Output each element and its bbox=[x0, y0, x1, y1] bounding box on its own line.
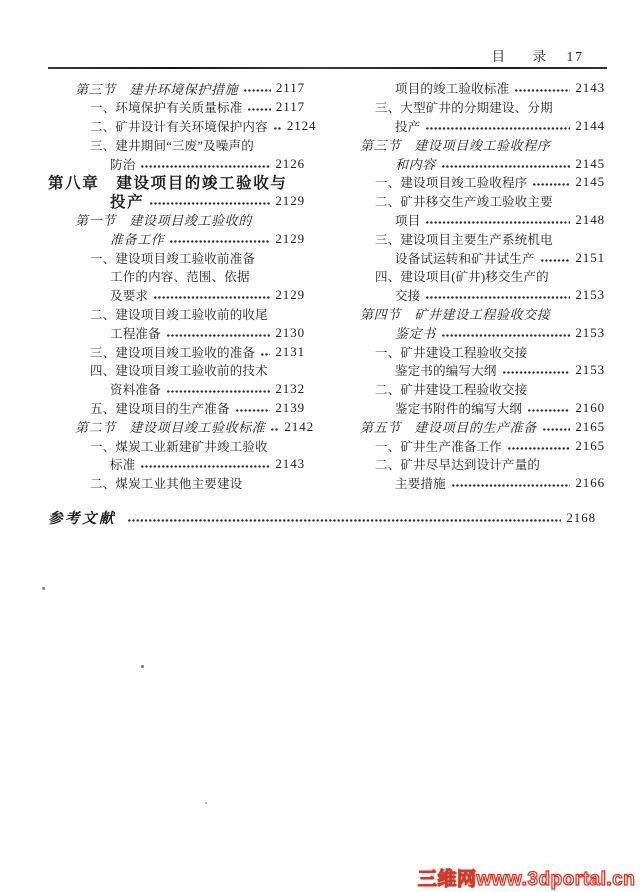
toc-entry bbox=[333, 117, 605, 136]
toc-entry-text: 鉴定书附件的编写大纲 bbox=[395, 401, 523, 416]
toc-entry bbox=[333, 361, 605, 380]
page-number: 2168 bbox=[566, 509, 596, 525]
toc-entry bbox=[48, 154, 305, 173]
toc-entry bbox=[48, 98, 305, 117]
page-number: 2129 bbox=[275, 287, 305, 303]
toc-column-left bbox=[48, 79, 317, 493]
toc-entry-text: 三、建设项目竣工验收的准备 bbox=[90, 345, 256, 360]
references-entry bbox=[48, 507, 596, 528]
toc-entry bbox=[333, 267, 605, 286]
toc-entry bbox=[333, 417, 605, 436]
page-number: 2166 bbox=[575, 475, 605, 491]
toc-entry-text: 三、建设项目主要生产系统机电 bbox=[375, 232, 553, 247]
toc-entry-text: 四、建设项目竣工验收前的技术 bbox=[90, 364, 268, 379]
page-number: 2160 bbox=[575, 399, 605, 415]
dot-leader bbox=[528, 409, 570, 412]
toc-entry-text: 一、矿井生产准备工作 bbox=[375, 439, 503, 454]
toc-entry bbox=[48, 380, 305, 399]
toc-entry bbox=[48, 192, 305, 211]
dot-leader bbox=[543, 428, 571, 431]
toc-entry bbox=[333, 173, 605, 192]
toc-entry-text: 第三节 建设项目竣工验收程序 bbox=[360, 138, 551, 154]
toc-entry-text: 标准 bbox=[110, 458, 136, 473]
page-number: 2132 bbox=[275, 381, 305, 397]
watermark: 三维网www.3dportal.cn bbox=[418, 869, 636, 890]
dot-leader bbox=[167, 334, 271, 337]
running-head-page-number: 17 bbox=[566, 49, 584, 64]
toc-entry-text: 项目 bbox=[395, 213, 421, 228]
toc-entry-text: 一、矿井建设工程验收交接 bbox=[375, 345, 528, 360]
toc-entry-text: 鉴定书 bbox=[395, 326, 436, 342]
toc-entry bbox=[333, 342, 605, 361]
toc-entry bbox=[333, 211, 605, 230]
toc-entry bbox=[48, 436, 305, 455]
dot-leader bbox=[248, 108, 270, 111]
toc-entry-text: 交接 bbox=[395, 289, 421, 304]
toc-entry-text: 一、建设项目竣工验收程序 bbox=[375, 176, 528, 191]
dot-leader bbox=[271, 428, 279, 431]
toc-entry-text: 第三节 建井环境保护措施 bbox=[75, 81, 239, 97]
toc-entry-text: 防治 bbox=[110, 157, 136, 172]
toc-entry-text: 第八章 建设项目的竣工验收与 bbox=[48, 175, 288, 193]
toc-entry-text: 第二节 建设项目竣工验收标准 bbox=[75, 420, 266, 436]
toc-entry-text: 二、矿井建设工程验收交接 bbox=[375, 383, 528, 398]
page-number: 2143 bbox=[575, 80, 605, 96]
page-number: 2151 bbox=[575, 249, 605, 265]
toc-entry-text: 一、建设项目竣工验收前准备 bbox=[90, 251, 256, 266]
toc-entry-text: 一、环境保护有关质量标准 bbox=[90, 101, 243, 116]
page-number: 2153 bbox=[575, 362, 605, 378]
toc-entry-text: 四、建设项目(矿井)移交生产的 bbox=[375, 270, 549, 285]
toc-entry bbox=[333, 474, 605, 493]
toc-entry bbox=[48, 323, 305, 342]
dot-leader bbox=[452, 484, 571, 487]
toc-entry-text: 资料准备 bbox=[110, 383, 161, 398]
toc-entry bbox=[333, 135, 605, 154]
page-number: 2165 bbox=[575, 437, 605, 453]
toc-entry bbox=[333, 323, 605, 342]
toc-entry-text: 项目的竣工验收标准 bbox=[395, 82, 510, 97]
scan-speck bbox=[205, 802, 207, 804]
toc-entry bbox=[48, 135, 305, 154]
toc-entry bbox=[48, 173, 305, 192]
dot-leader bbox=[442, 165, 571, 168]
toc-entry bbox=[333, 305, 605, 324]
dot-leader bbox=[503, 371, 571, 374]
scan-speck bbox=[42, 587, 45, 590]
toc-entry-text: 工作的内容、范围、依据 bbox=[110, 270, 250, 285]
toc-entry bbox=[48, 342, 305, 361]
toc-entry-text: 投产 bbox=[110, 194, 145, 212]
toc-columns bbox=[48, 79, 605, 493]
toc-entry-text: 投产 bbox=[395, 119, 421, 134]
toc-entry-text: 五、建设项目的生产准备 bbox=[90, 401, 230, 416]
page-number: 2153 bbox=[575, 287, 605, 303]
dot-leader bbox=[426, 127, 570, 130]
page-number: 2165 bbox=[575, 418, 605, 434]
toc-entry bbox=[48, 399, 305, 418]
toc-entry bbox=[333, 399, 605, 418]
dot-leader bbox=[141, 465, 270, 468]
toc-entry bbox=[48, 474, 305, 493]
dot-leader bbox=[150, 202, 270, 205]
references-title: 参考文献 bbox=[48, 511, 116, 527]
toc-entry bbox=[48, 248, 305, 267]
dot-leader bbox=[236, 409, 271, 412]
toc-entry-text: 鉴定书的编写大纲 bbox=[395, 364, 497, 379]
toc-entry bbox=[48, 305, 305, 324]
scan-speck bbox=[141, 665, 144, 668]
dot-leader bbox=[141, 165, 270, 168]
dot-leader bbox=[515, 89, 570, 92]
toc-entry bbox=[333, 436, 605, 455]
dot-leader bbox=[128, 519, 561, 522]
page-number: 2130 bbox=[275, 324, 305, 340]
page-number: 2148 bbox=[575, 211, 605, 227]
header-rule bbox=[48, 67, 607, 69]
toc-entry bbox=[333, 455, 605, 474]
dot-leader bbox=[442, 334, 571, 337]
toc-entry bbox=[48, 361, 305, 380]
page-number: 2145 bbox=[575, 174, 605, 190]
toc-entry bbox=[48, 417, 315, 436]
page-number: 2153 bbox=[575, 324, 605, 340]
running-head-title: 目 录 bbox=[491, 49, 554, 64]
toc-entry bbox=[333, 192, 605, 211]
toc-entry bbox=[333, 154, 605, 173]
toc-entry bbox=[48, 211, 305, 230]
toc-entry-text: 准备工作 bbox=[110, 232, 165, 248]
page-number: 2142 bbox=[284, 418, 315, 434]
toc-entry-text: 主要措施 bbox=[395, 477, 446, 492]
toc-entry bbox=[333, 286, 605, 305]
toc-entry bbox=[333, 79, 605, 98]
toc-entry-text: 二、煤炭工业其他主要建设 bbox=[90, 477, 243, 492]
toc-entry-text: 二、矿井尽早达到设计产量的 bbox=[375, 458, 541, 473]
page-number: 2139 bbox=[275, 399, 305, 415]
page-number: 2143 bbox=[275, 456, 305, 472]
toc-entry bbox=[333, 248, 605, 267]
toc-entry-text: 三、建井期间“三废”及噪声的 bbox=[90, 138, 254, 153]
toc-entry bbox=[48, 267, 305, 286]
toc-entry bbox=[48, 117, 317, 136]
toc-entry-text: 二、矿井移交生产竣工验收主要 bbox=[375, 195, 553, 210]
page-number: 2145 bbox=[575, 155, 605, 171]
toc-entry-text: 工程准备 bbox=[110, 326, 161, 341]
toc-entry bbox=[333, 380, 605, 399]
dot-leader bbox=[541, 259, 571, 262]
dot-leader bbox=[167, 390, 271, 393]
toc-entry-text: 一、煤炭工业新建矿井竣工验收 bbox=[90, 439, 268, 454]
dot-leader bbox=[533, 183, 570, 186]
running-head bbox=[0, 45, 584, 65]
toc-column-right bbox=[333, 79, 605, 493]
dot-leader bbox=[426, 221, 570, 224]
toc-entry-text: 和内容 bbox=[395, 157, 436, 173]
page-number: 2129 bbox=[275, 230, 305, 246]
dot-leader bbox=[154, 296, 270, 299]
toc-entry-text: 第五节 建设项目的生产准备 bbox=[360, 420, 537, 436]
toc-entry bbox=[48, 286, 305, 305]
toc-entry-text: 设备试运转和矿井试生产 bbox=[395, 251, 535, 266]
toc-entry bbox=[333, 229, 605, 248]
page-number: 2117 bbox=[275, 99, 305, 115]
dot-leader bbox=[426, 296, 570, 299]
toc-entry-text: 第四节 矿井建设工程验收交接 bbox=[360, 307, 551, 323]
toc-entry bbox=[333, 98, 605, 117]
dot-leader bbox=[170, 240, 270, 243]
dot-leader bbox=[508, 447, 570, 450]
toc-entry-text: 及要求 bbox=[110, 289, 149, 304]
page-number: 2131 bbox=[275, 343, 305, 359]
toc-entry bbox=[48, 455, 305, 474]
page-number: 2129 bbox=[275, 193, 305, 209]
dot-leader bbox=[261, 353, 270, 356]
page-number: 2144 bbox=[575, 117, 605, 133]
toc-entry bbox=[48, 79, 305, 98]
toc-entry-text: 二、矿井设计有关环境保护内容 bbox=[90, 119, 268, 134]
page-number: 2117 bbox=[275, 80, 305, 96]
toc-entry-text: 三、大型矿井的分期建设、分期 bbox=[375, 101, 553, 116]
dot-leader bbox=[274, 127, 282, 130]
dot-leader bbox=[244, 89, 271, 92]
toc-entry bbox=[48, 229, 305, 248]
toc-entry-text: 二、建设项目竣工验收前的收尾 bbox=[90, 307, 268, 322]
page-number: 2126 bbox=[275, 155, 305, 171]
page-number: 2124 bbox=[286, 117, 317, 133]
toc-entry-text: 第一节 建设项目竣工验收的 bbox=[75, 213, 252, 229]
